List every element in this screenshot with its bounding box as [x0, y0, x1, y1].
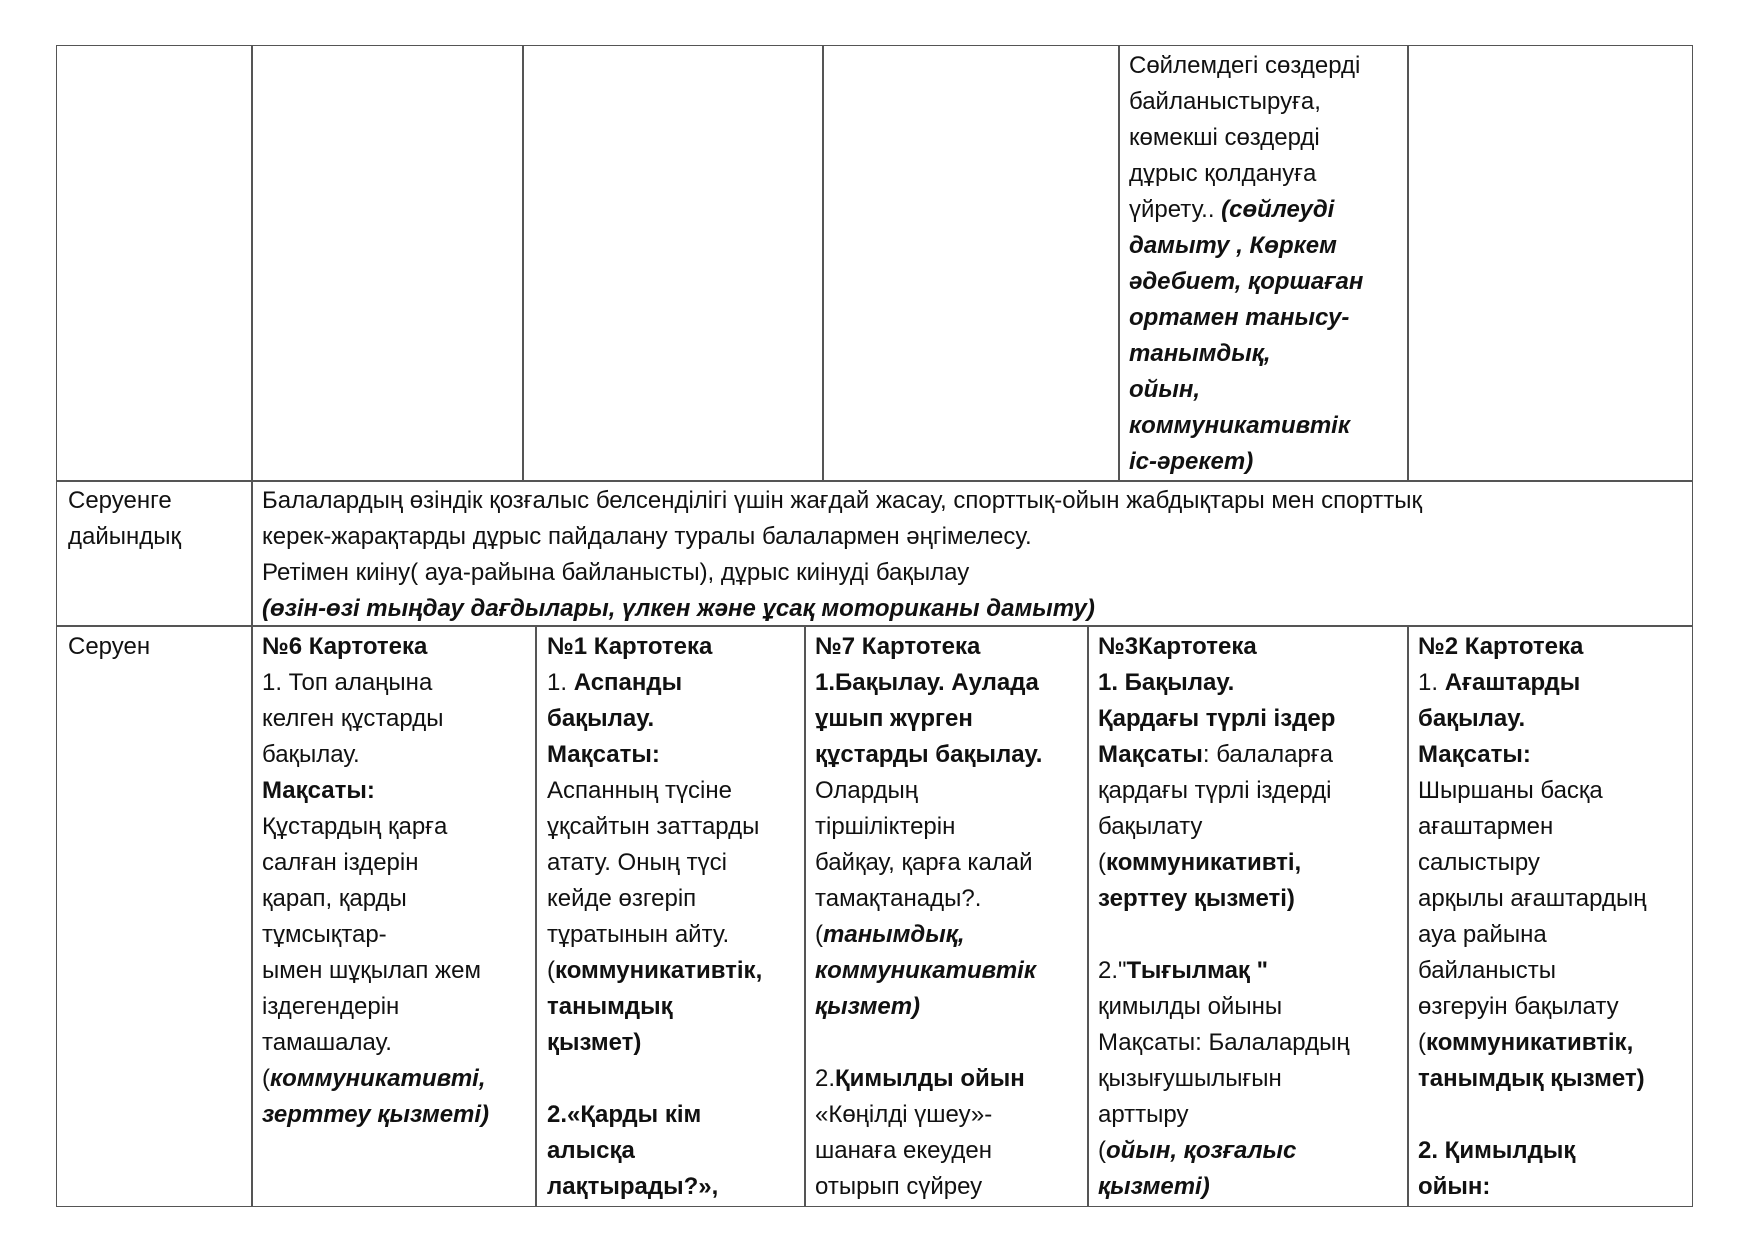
- text-line: [1418, 1133, 1646, 1169]
- text-line: [262, 665, 489, 701]
- text-line: [547, 1169, 762, 1205]
- text-run: : балаларға: [1202, 741, 1333, 768]
- text-run: Қардағы түрлі іздер: [1098, 705, 1336, 732]
- text-line: [1098, 1061, 1350, 1097]
- text-run: тұратынын айту.: [547, 921, 730, 948]
- text-run: Ағаштарды: [1444, 669, 1581, 696]
- text-run: атату. Оның түсі: [547, 849, 727, 876]
- top-col-divider-3: [1118, 45, 1120, 480]
- text-line: [1418, 989, 1646, 1025]
- text-line: [815, 989, 1042, 1025]
- text-run: 1.: [1418, 669, 1445, 696]
- text-line: [1129, 192, 1363, 228]
- text-line: [815, 881, 1042, 917]
- text-line: [815, 1133, 1042, 1169]
- text-line: [547, 1061, 762, 1097]
- walk-card-no2: [1418, 629, 1646, 1205]
- text-run: 2.: [815, 1065, 836, 1092]
- text-run: кейде өзгеріп: [547, 885, 697, 912]
- text-line: [1098, 845, 1350, 881]
- text-run: коммуникативтік,: [555, 957, 763, 984]
- text-line: [262, 701, 489, 737]
- walk-card-no7: [815, 629, 1042, 1205]
- text-run: тіршіліктерін: [815, 813, 956, 840]
- text-run: №2 Картотека: [1418, 633, 1584, 660]
- text-line: [262, 953, 489, 989]
- text-run: (өзін-өзі тыңдау дағдылары, үлкен және ұсақ моториканы дамыту): [262, 595, 1095, 622]
- text-run: салған іздерін: [262, 849, 419, 876]
- text-line: [815, 1169, 1042, 1205]
- text-line: [262, 555, 1422, 591]
- text-line: [1418, 701, 1646, 737]
- text-run: ойын, қозғалыс: [1106, 1137, 1297, 1164]
- text-line: [547, 845, 762, 881]
- text-line: [1418, 917, 1646, 953]
- text-line: [262, 629, 489, 665]
- text-line: [1129, 264, 1363, 300]
- text-line: [815, 701, 1042, 737]
- text-run: арқылы ағаштардың: [1418, 885, 1647, 912]
- text-line: [262, 1061, 489, 1097]
- text-run: байқау, қарға калай: [815, 849, 1033, 876]
- text-run: зерттеу қызметі): [262, 1101, 490, 1128]
- text-run: үйрету..: [1129, 196, 1222, 223]
- text-run: (сөйлеуді: [1221, 196, 1335, 223]
- text-line: [547, 953, 762, 989]
- walk-card-no3: [1098, 629, 1350, 1205]
- text-run: 1.: [547, 669, 574, 696]
- text-run: өзгеруін бақылату: [1418, 993, 1619, 1020]
- walk-col-divider-4: [1407, 625, 1409, 1207]
- row-divider-1: [56, 480, 1693, 482]
- text-run: 2.«Қарды кім: [547, 1101, 702, 1128]
- text-run: шанаға екеуден: [815, 1137, 992, 1164]
- text-run: Серуенге: [68, 487, 172, 514]
- text-run: (: [1098, 1137, 1106, 1164]
- text-run: көмекші сөздерді: [1129, 124, 1320, 151]
- text-run: ойын,: [1129, 376, 1200, 403]
- text-run: ұқсайтын заттарды: [547, 813, 760, 840]
- text-line: [1129, 408, 1363, 444]
- text-run: іс-әрекет): [1129, 448, 1254, 475]
- text-run: бақылау.: [1418, 705, 1526, 732]
- walk-card-no6: [262, 629, 489, 1133]
- text-line: [262, 591, 1422, 627]
- text-line: [68, 629, 150, 665]
- text-run: Аспанды: [573, 669, 683, 696]
- text-run: Қимылды ойын: [835, 1065, 1025, 1092]
- text-line: [262, 1025, 489, 1061]
- text-line: [547, 665, 762, 701]
- text-line: [1418, 773, 1646, 809]
- text-line: [1098, 629, 1350, 665]
- text-line: [1098, 1025, 1350, 1061]
- text-line: [1129, 372, 1363, 408]
- text-line: [1418, 845, 1646, 881]
- text-run: керек-жарақтарды дұрыс пайдалану туралы балалармен әңгімелесу.: [262, 523, 1032, 550]
- text-run: Құстардың қарға: [262, 813, 448, 840]
- text-line: [262, 809, 489, 845]
- text-line: [547, 881, 762, 917]
- text-run: тамашалау.: [262, 1029, 392, 1056]
- text-line: [1098, 917, 1350, 953]
- text-run: бақылау.: [262, 741, 360, 768]
- text-line: [547, 1097, 762, 1133]
- text-run: Мақсаты:: [547, 741, 660, 768]
- text-line: [262, 881, 489, 917]
- text-line: [815, 917, 1042, 953]
- walk-label: [68, 629, 150, 665]
- text-run: 2.": [1098, 957, 1127, 984]
- text-run: коммуникативтік: [1129, 412, 1350, 439]
- text-line: [547, 773, 762, 809]
- text-line: [68, 483, 181, 519]
- text-run: ұшып жүрген: [815, 705, 973, 732]
- text-run: ағаштармен: [1418, 813, 1554, 840]
- text-run: Аспанның түсіне: [547, 777, 732, 804]
- text-run: дамыту , Көркем: [1129, 232, 1337, 259]
- text-line: [1418, 809, 1646, 845]
- text-line: [262, 519, 1422, 555]
- text-line: [1418, 737, 1646, 773]
- text-run: Мақсаты:: [262, 777, 375, 804]
- text-line: [1098, 881, 1350, 917]
- text-line: [1129, 120, 1363, 156]
- text-line: [815, 737, 1042, 773]
- text-run: танымдық,: [823, 921, 965, 948]
- text-run: №1 Картотека: [547, 633, 713, 660]
- text-run: 1. Топ алаңына: [262, 669, 433, 696]
- text-line: [262, 737, 489, 773]
- text-line: [815, 953, 1042, 989]
- text-line: [1418, 665, 1646, 701]
- text-run: Мақсаты: Балалардың: [1098, 1029, 1350, 1056]
- text-run: 1. Бақылау.: [1098, 669, 1235, 696]
- text-line: [1129, 444, 1363, 480]
- text-run: Балалардың өзіндік қозғалыс белсенділігі үшін жағдай жасау, спорттық-ойын жабдықтары мен спорттық: [262, 487, 1423, 514]
- text-run: (: [815, 921, 823, 948]
- text-line: [547, 629, 762, 665]
- top-col-divider-2: [822, 45, 824, 480]
- text-run: әдебиет, қоршаған: [1129, 268, 1364, 295]
- text-run: арттыру: [1098, 1101, 1189, 1128]
- text-line: [815, 1061, 1042, 1097]
- text-run: коммуникативті,: [270, 1065, 486, 1092]
- text-line: [815, 1097, 1042, 1133]
- text-line: [1418, 881, 1646, 917]
- text-run: Мақсаты:: [1418, 741, 1531, 768]
- text-line: [547, 989, 762, 1025]
- text-line: [262, 917, 489, 953]
- text-run: Сөйлемдегі сөздерді: [1129, 52, 1361, 79]
- text-run: қардағы түрлі іздерді: [1098, 777, 1332, 804]
- top-col-divider-1: [522, 45, 524, 480]
- text-run: қимылды ойыны: [1098, 993, 1283, 1020]
- text-line: [815, 845, 1042, 881]
- text-line: [1098, 1097, 1350, 1133]
- text-run: Ретімен киіну( ауа-райына байланысты), дұрыс киінуді бақылау: [262, 559, 970, 586]
- text-line: [262, 773, 489, 809]
- text-run: 1.Бақылау. Аулада: [815, 669, 1039, 696]
- text-line: [1129, 84, 1363, 120]
- text-line: [1129, 48, 1363, 84]
- text-line: [1098, 737, 1350, 773]
- text-run: коммуникативтік: [815, 957, 1036, 984]
- text-run: ауа райына: [1418, 921, 1547, 948]
- text-run: бақылау.: [547, 705, 655, 732]
- text-line: [815, 809, 1042, 845]
- text-run: танымдық: [547, 993, 673, 1020]
- walk-col-divider-3: [1087, 625, 1089, 1207]
- text-line: [262, 483, 1422, 519]
- text-line: [262, 989, 489, 1025]
- text-line: [1098, 701, 1350, 737]
- text-line: [815, 1025, 1042, 1061]
- text-run: қызметі): [1098, 1173, 1210, 1200]
- walk-card-no1: [547, 629, 762, 1205]
- top-row-speech-development-cell: [1129, 48, 1363, 480]
- text-line: [547, 917, 762, 953]
- text-run: дұрыс қолдануға: [1129, 160, 1317, 187]
- text-run: тамақтанады?.: [815, 885, 982, 912]
- text-line: [68, 519, 181, 555]
- text-run: дайындық: [68, 523, 182, 550]
- text-run: зерттеу қызметі): [1098, 885, 1295, 912]
- text-run: №7 Картотека: [815, 633, 981, 660]
- text-line: [1129, 300, 1363, 336]
- text-run: байланыстыруға,: [1129, 88, 1321, 115]
- text-run: ойын:: [1418, 1173, 1491, 1200]
- text-line: [815, 665, 1042, 701]
- label-column-divider: [251, 45, 253, 1207]
- walk-preparation-content: [262, 483, 1422, 627]
- text-run: лақтырады?»,: [547, 1173, 719, 1200]
- text-run: ымен шұқылап жем: [262, 957, 481, 984]
- text-run: байланысты: [1418, 957, 1557, 984]
- text-run: танымдық қызмет): [1418, 1065, 1645, 1092]
- text-line: [547, 701, 762, 737]
- text-line: [815, 773, 1042, 809]
- text-line: [1418, 1169, 1646, 1205]
- text-run: Мақсаты: [1098, 741, 1203, 768]
- text-run: 2. Қимылдық: [1418, 1137, 1576, 1164]
- text-line: [1098, 1169, 1350, 1205]
- text-line: [547, 737, 762, 773]
- text-run: қызығушылығын: [1098, 1065, 1282, 1092]
- text-run: алысқа: [547, 1137, 635, 1164]
- text-run: коммуникативті,: [1106, 849, 1302, 876]
- text-line: [815, 629, 1042, 665]
- text-line: [1129, 156, 1363, 192]
- text-run: отырып сүйреу: [815, 1173, 983, 1200]
- text-line: [1098, 773, 1350, 809]
- text-line: [262, 1097, 489, 1133]
- text-line: [262, 845, 489, 881]
- text-line: [1129, 228, 1363, 264]
- text-line: [1418, 1061, 1646, 1097]
- text-run: Шыршаны басқа: [1418, 777, 1603, 804]
- text-run: №6 Картотека: [262, 633, 428, 660]
- text-run: «Көңілді үшеу»-: [815, 1101, 993, 1128]
- text-run: іздегендерін: [262, 993, 400, 1020]
- text-run: коммуникативтік,: [1426, 1029, 1634, 1056]
- text-run: танымдық,: [1129, 340, 1271, 367]
- text-run: қызмет): [547, 1029, 642, 1056]
- text-line: [1098, 1133, 1350, 1169]
- text-run: құстарды бақылау.: [815, 741, 1043, 768]
- text-run: (: [547, 957, 555, 984]
- text-run: Олардың: [815, 777, 919, 804]
- walk-col-divider-1: [535, 625, 537, 1207]
- text-run: ортамен танысу-: [1129, 304, 1350, 331]
- text-run: бақылату: [1098, 813, 1203, 840]
- text-run: Серуен: [68, 633, 151, 660]
- text-line: [547, 1025, 762, 1061]
- text-run: №3Картотека: [1098, 633, 1257, 660]
- text-line: [1418, 1097, 1646, 1133]
- text-run: салыстыру: [1418, 849, 1540, 876]
- text-line: [1418, 1025, 1646, 1061]
- text-line: [1098, 989, 1350, 1025]
- text-line: [1098, 809, 1350, 845]
- text-run: қарап, қарды: [262, 885, 407, 912]
- walk-preparation-label: [68, 483, 181, 555]
- text-run: (: [262, 1065, 270, 1092]
- text-run: қызмет): [815, 993, 921, 1020]
- text-run: келген құстарды: [262, 705, 444, 732]
- walk-col-divider-2: [804, 625, 806, 1207]
- text-line: [1129, 336, 1363, 372]
- text-run: (: [1418, 1029, 1426, 1056]
- text-line: [547, 1133, 762, 1169]
- text-line: [1418, 629, 1646, 665]
- text-line: [1418, 953, 1646, 989]
- text-run: (: [1098, 849, 1106, 876]
- text-line: [1098, 953, 1350, 989]
- text-line: [547, 809, 762, 845]
- text-run: Тығылмақ ": [1126, 957, 1268, 984]
- text-line: [1098, 665, 1350, 701]
- top-col-divider-4: [1407, 45, 1409, 480]
- text-run: тұмсықтар-: [262, 921, 387, 948]
